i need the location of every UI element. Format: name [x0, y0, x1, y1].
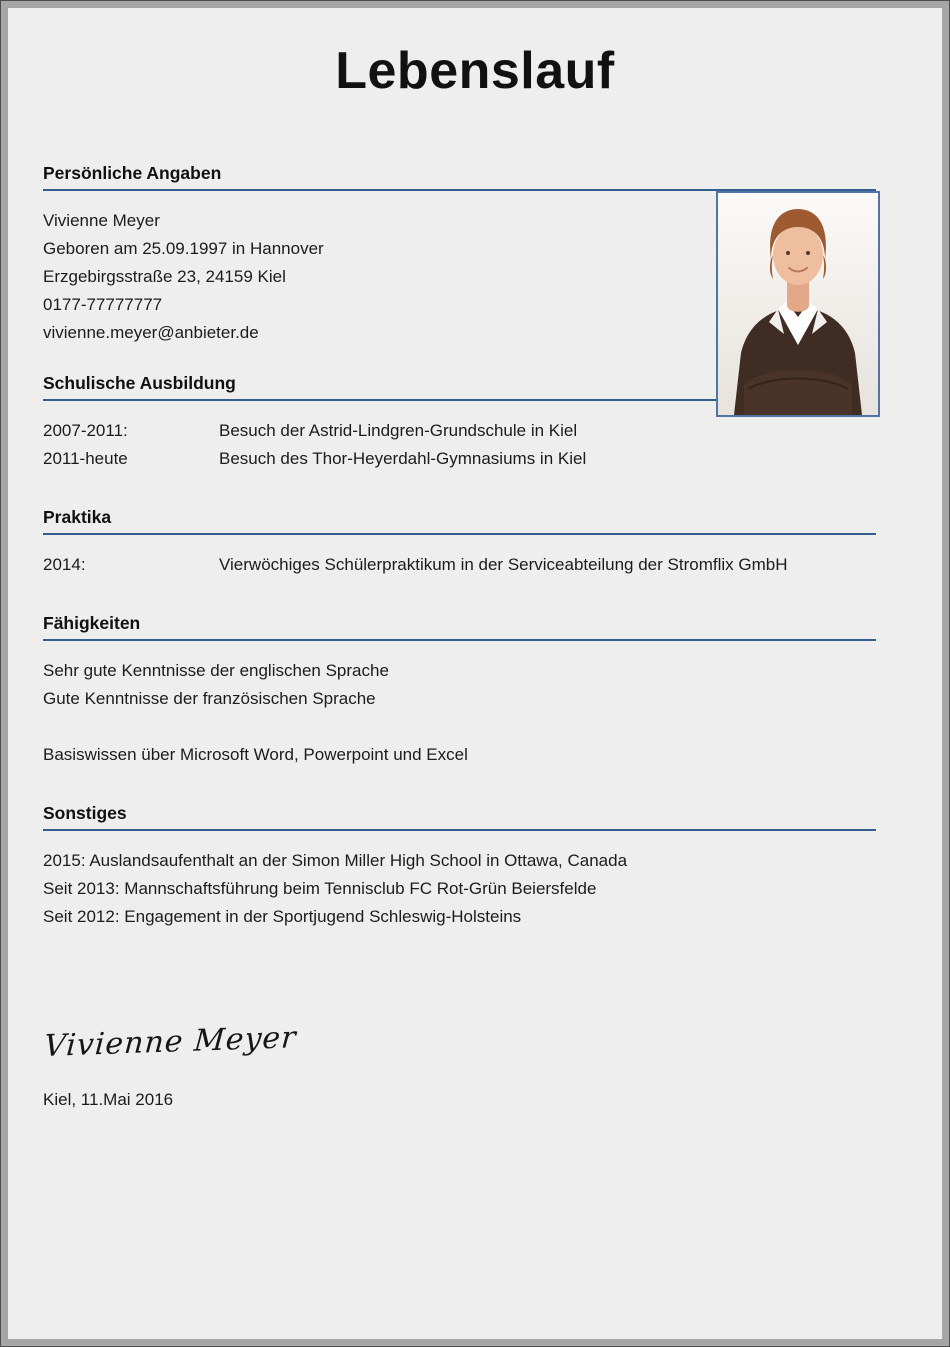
- misc-line: Seit 2013: Mannschaftsführung beim Tennisclub FC Rot-Grün Beiersfelde: [43, 879, 597, 898]
- portrait-photo-illustration: [718, 193, 878, 415]
- personal-phone: 0177-77777777: [43, 295, 163, 314]
- section-heading-internships-label: Praktika: [43, 507, 112, 527]
- internship-rows: [43, 551, 907, 579]
- internship-desc: Vierwöchiges Schülerpraktikum in der Serviceabteilung der Stromflix GmbH: [219, 555, 788, 574]
- skill-line: Gute Kenntnisse der französischen Sprache: [43, 689, 376, 708]
- section-heading-personal-label: Persönliche Angaben: [43, 163, 222, 183]
- personal-email: vivienne.meyer@anbieter.de: [43, 323, 259, 342]
- education-row: [43, 445, 907, 473]
- misc-lines: [43, 847, 907, 931]
- internship-period: 2014:: [43, 555, 86, 574]
- section-heading-skills-label: Fähigkeiten: [43, 613, 141, 633]
- skills-software: [43, 741, 907, 769]
- page-title: Lebenslauf: [335, 42, 615, 100]
- education-period: 2011-heute: [43, 449, 128, 468]
- skill-line: Basiswissen über Microsoft Word, Powerpoint und Excel: [43, 745, 468, 764]
- personal-birth: Geboren am 25.09.1997 in Hannover: [43, 239, 324, 258]
- place-and-date: Kiel, 11.Mai 2016: [43, 1090, 174, 1109]
- skills-languages: [43, 657, 907, 713]
- personal-address: Erzgebirgsstraße 23, 24159 Kiel: [43, 267, 286, 286]
- education-row: [43, 417, 907, 445]
- education-desc: Besuch der Astrid-Lindgren-Grundschule in Kiel: [219, 421, 578, 440]
- portrait-photo: [716, 191, 880, 417]
- personal-name: Vivienne Meyer: [43, 211, 160, 230]
- handwritten-signature: Vivienne Meyer: [43, 1020, 298, 1064]
- section-heading-skills: [43, 613, 876, 641]
- section-heading-personal: [43, 163, 876, 191]
- skill-line: Sehr gute Kenntnisse der englischen Sprache: [43, 661, 389, 680]
- education-rows: [43, 417, 907, 473]
- section-heading-misc-label: Sonstiges: [43, 803, 127, 823]
- education-period: 2007-2011:: [43, 421, 128, 440]
- section-heading-misc: [43, 803, 876, 831]
- section-heading-internships: [43, 507, 876, 535]
- misc-line: Seit 2012: Engagement in der Sportjugend Schleswig-Holsteins: [43, 907, 522, 926]
- section-heading-education-label: Schulische Ausbildung: [43, 373, 236, 393]
- education-desc: Besuch des Thor-Heyerdahl-Gymnasiums in Kiel: [219, 449, 587, 468]
- misc-line: 2015: Auslandsaufenthalt an der Simon Miller High School in Ottawa, Canada: [43, 851, 628, 870]
- internship-row: [43, 551, 907, 579]
